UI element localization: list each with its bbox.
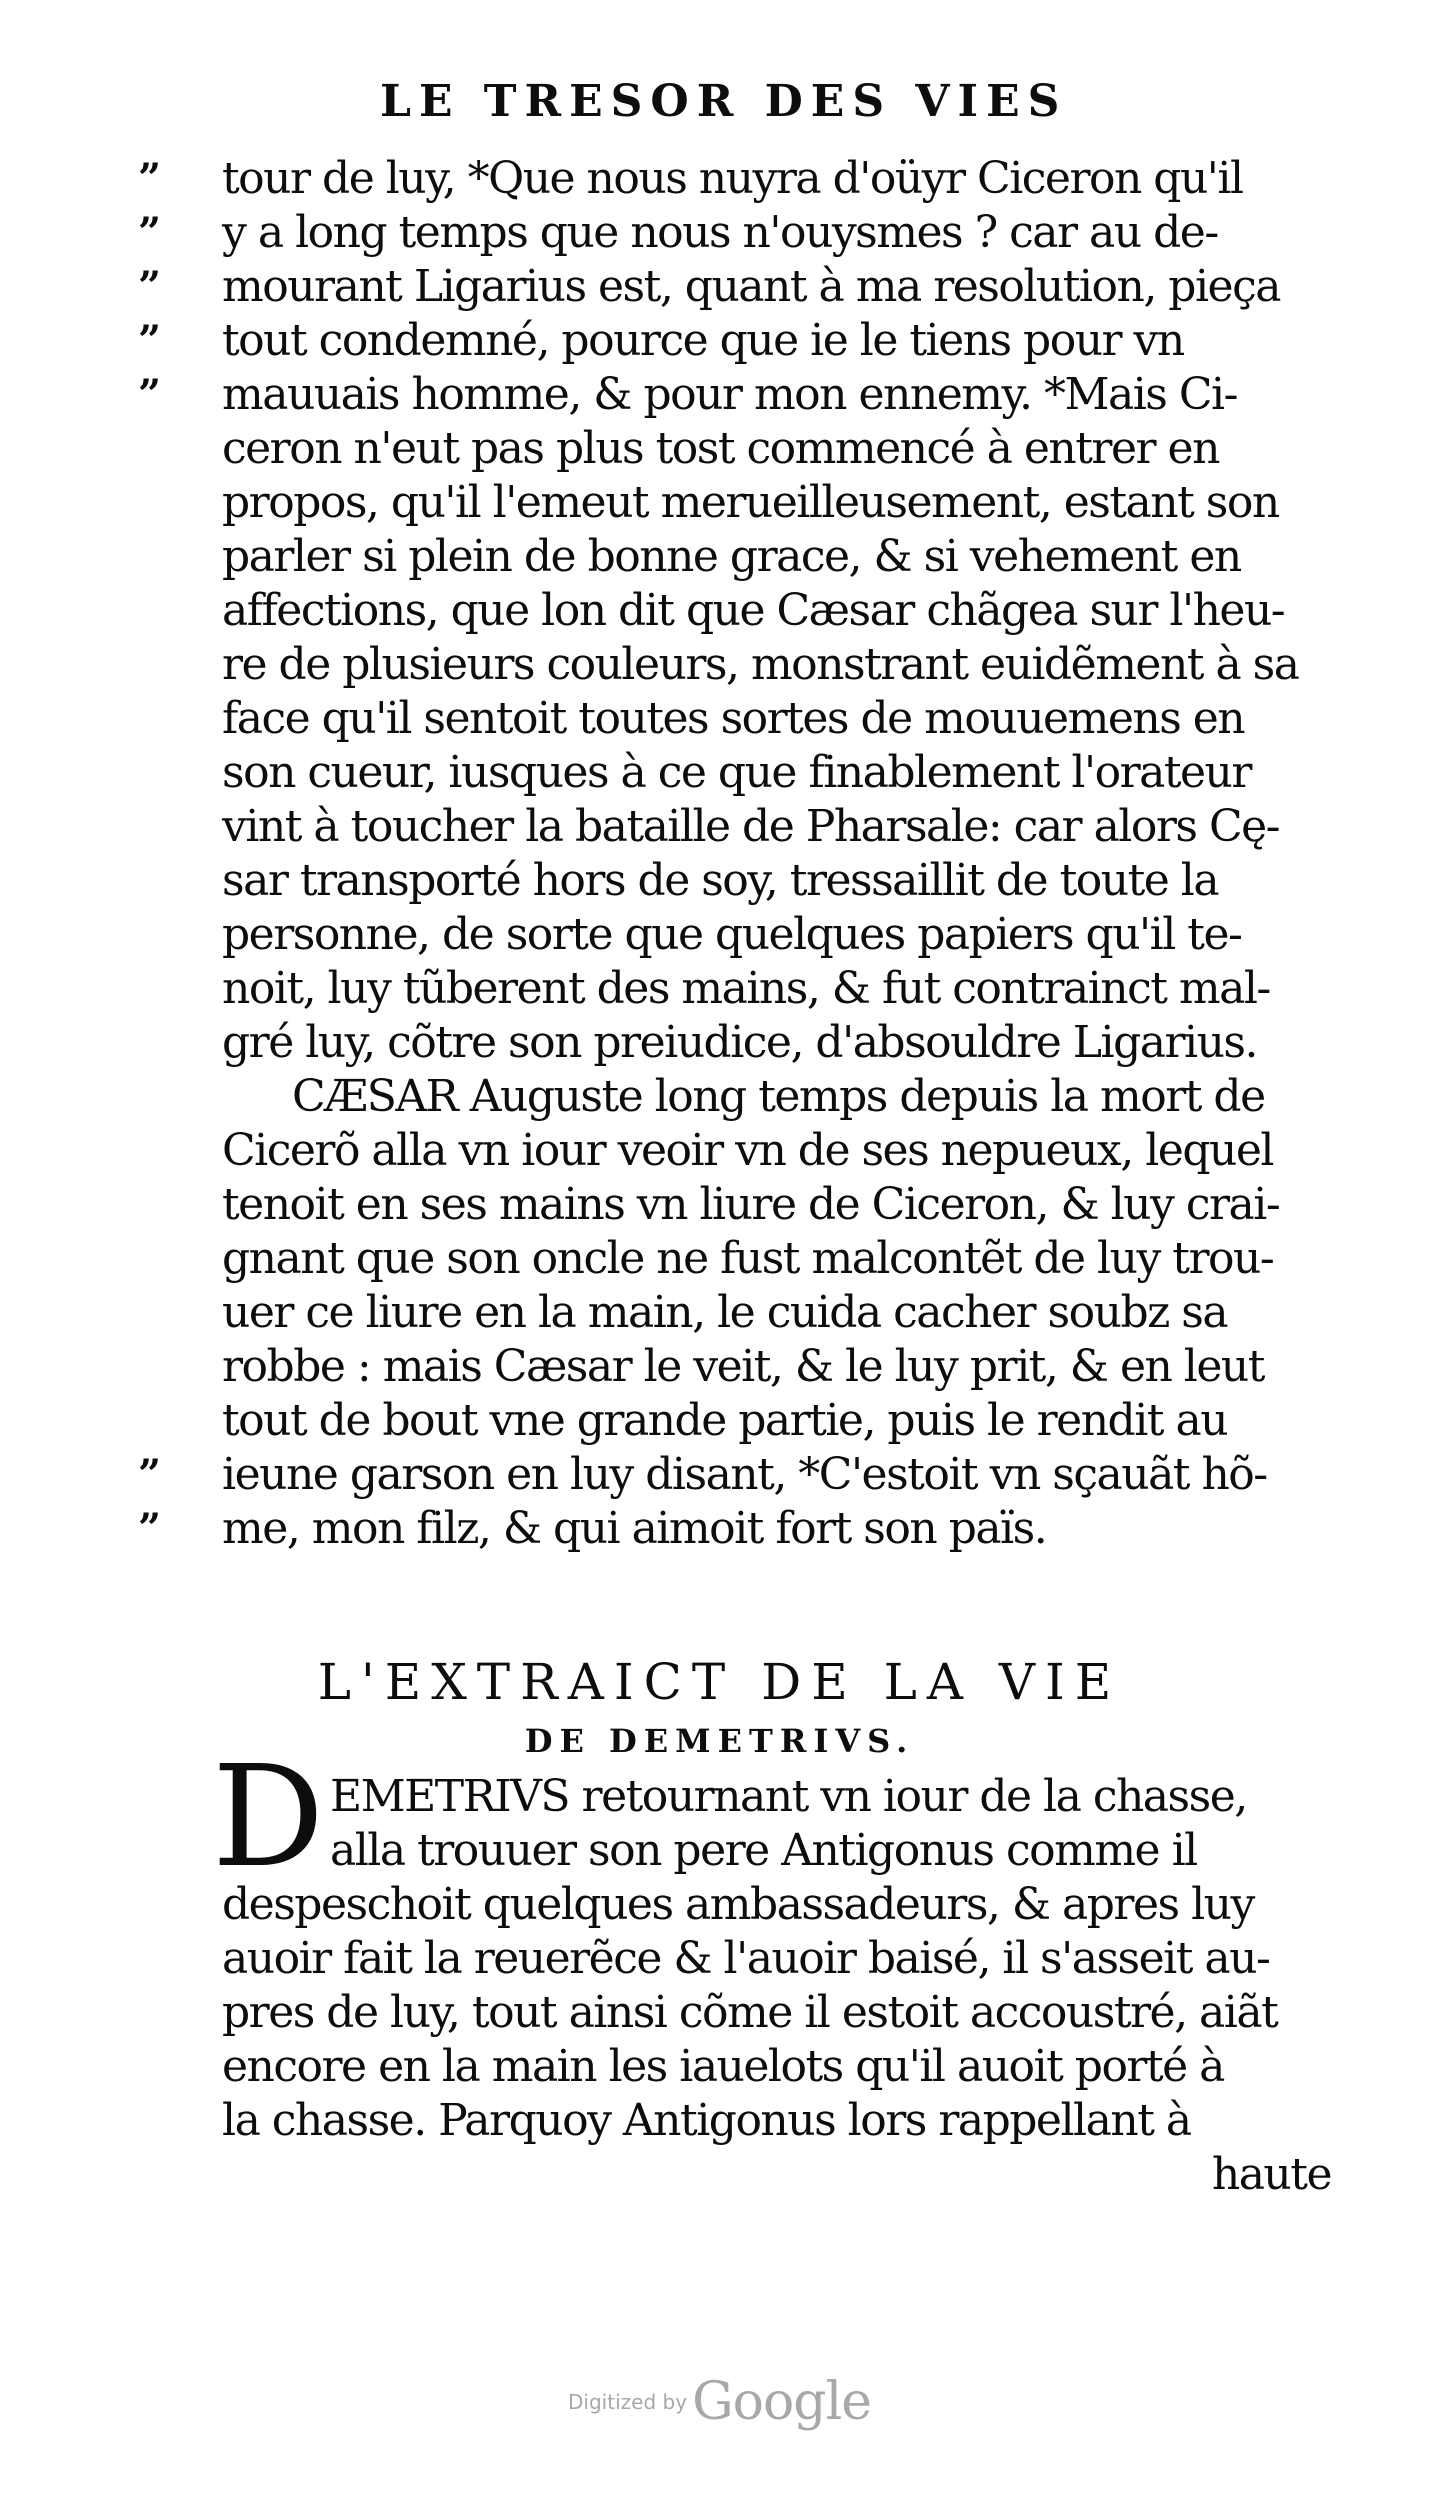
text-line: ” mourant Ligarius est, quant à ma resolution, pieça xyxy=(138,261,1280,312)
quote-marker: ” xyxy=(138,155,162,202)
text-line: gré luy, cõtre son preiudice, d'absouldre Ligarius. xyxy=(222,1017,1257,1068)
text-line: encore en la main les iauelots qu'il auoit porté à xyxy=(222,2041,1224,2092)
text-line: uer ce liure en la main, le cuida cacher soubz sa xyxy=(222,1287,1228,1338)
text-line: tenoit en ses mains vn liure de Ciceron, & luy crai- xyxy=(222,1179,1280,1230)
text-line: ceron n'eut pas plus tost commencé à entrer en xyxy=(222,423,1219,474)
google-logo-text: Google xyxy=(692,2372,871,2432)
text-line: parler si plein de bonne grace, & si vehement en xyxy=(222,531,1241,582)
digitized-watermark xyxy=(0,2372,1439,2432)
quote-marker: ” xyxy=(138,209,162,256)
text-line: pres de luy, tout ainsi cõme il estoit accoustré, aiãt xyxy=(222,1987,1278,2038)
section-text-block xyxy=(0,1770,1439,2202)
text-line: la chasse. Parquoy Antigonus lors rappellant à xyxy=(222,2095,1191,2146)
text-line: EMETRIVS retournant vn iour de la chasse, xyxy=(330,1771,1247,1822)
text-line: face qu'il sentoit toutes sortes de mouuemens en xyxy=(222,693,1245,744)
digitized-by-label: Digitized by xyxy=(568,2390,688,2414)
drop-cap-initial: D xyxy=(212,1736,325,1899)
text-line: affections, que lon dit que Cæsar chãgea sur l'heu- xyxy=(222,585,1285,636)
text-line: ” mauuais homme, & pour mon ennemy. *Mais Ci- xyxy=(138,369,1237,420)
catchword-line xyxy=(0,2148,1439,2202)
text-line: robbe : mais Cæsar le veit, & le luy prit, & en leut xyxy=(222,1341,1264,1392)
quote-marker: ” xyxy=(138,263,162,310)
text-line: sar transporté hors de soy, tressaillit de toute la xyxy=(222,855,1219,906)
text-line: ” me, mon filz, & qui aimoit fort son païs. xyxy=(138,1503,1047,1554)
section-heading-title: L'EXTRAICT DE LA VIE xyxy=(317,1653,1122,1711)
text-line: re de plusieurs couleurs, monstrant euidẽment à sa xyxy=(222,639,1299,690)
text-line: tout de bout vne grande partie, puis le rendit au xyxy=(222,1395,1228,1446)
text-line: son cueur, iusques à ce que finablement l'orateur xyxy=(222,747,1251,798)
running-head: LE TRESOR DES VIES xyxy=(380,76,1068,127)
text-line: Cicerõ alla vn iour veoir vn de ses nepueux, lequel xyxy=(222,1125,1273,1176)
text-line: propos, qu'il l'emeut merueilleusement, estant son xyxy=(222,477,1279,528)
text-line: ” tout condemné, pource que ie le tiens pour vn xyxy=(138,315,1184,366)
text-line: ” y a long temps que nous n'ouysmes ? car au de- xyxy=(138,207,1218,258)
text-line: ” tour de luy, *Que nous nuyra d'oüyr Ciceron qu'il xyxy=(138,153,1243,204)
text-line: noit, luy tũberent des mains, & fut contrainct mal- xyxy=(222,963,1270,1014)
quote-marker: ” xyxy=(138,1505,162,1552)
quote-marker: ” xyxy=(138,317,162,364)
text-line: ” ieune garson en luy disant, *C'estoit vn sçauãt hõ- xyxy=(138,1449,1267,1500)
text-line: auoir fait la reuerẽce & l'auoir baisé, il s'asseit au- xyxy=(222,1933,1270,1984)
text-line: despeschoit quelques ambassadeurs, & apres luy xyxy=(222,1879,1254,1930)
catchword: haute xyxy=(1211,2149,1331,2200)
text-line: gnant que son oncle ne fust malcontẽt de luy trou- xyxy=(222,1233,1274,1284)
main-text-block xyxy=(0,152,1439,1556)
text-line: vint à toucher la bataille de Pharsale: car alors Cę- xyxy=(222,801,1280,852)
text-line: alla trouuer son pere Antigonus comme il xyxy=(330,1825,1197,1876)
quote-marker: ” xyxy=(138,371,162,418)
quote-marker: ” xyxy=(138,1451,162,1498)
text-line: personne, de sorte que quelques papiers qu'il te- xyxy=(222,909,1242,960)
section-heading-subtitle: DE DEMETRIVS. xyxy=(524,1722,915,1760)
paragraph-start-line: CÆSAR Auguste long temps depuis la mort de xyxy=(292,1071,1265,1122)
